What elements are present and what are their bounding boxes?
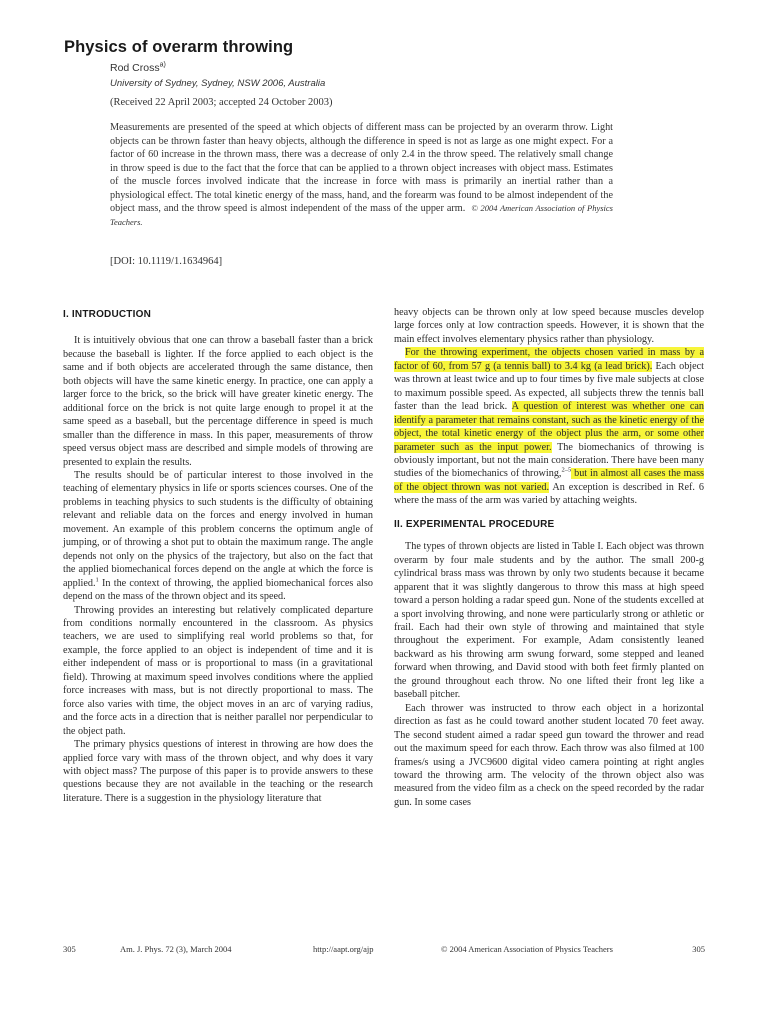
paragraph: Throwing provides an interesting but relatively complicated departure from conditions normally encountered in the classroom. As physics teachers, we are used to simplifying real world problems so that, for example, the force applied to an object is independent of time and it is either independent of mass or is proportional to mass (in a gravitational field). Throwing at maximum speed involves conditions where the applied force increases with mass, but is not directly proportional to mass. The force also varies with time, the object moves in an arc of varying radius, and the force acts in a direction that is neither parallel nor perpendicular to the object path. <box>63 604 373 737</box>
page-footer <box>63 944 705 958</box>
author-name: Rod Cross <box>110 62 160 74</box>
paper-title: Physics of overarm throwing <box>64 38 294 56</box>
paragraph-text: An exception is described in Ref. 6 where the mass of the arm was varied by attaching weights. <box>394 481 704 507</box>
abstract-copyright: © 2004 American Association of Physics Teachers. <box>110 203 613 227</box>
page-number-right: 305 <box>692 944 705 954</box>
section-heading-experimental-procedure: II. EXPERIMENTAL PROCEDURE <box>394 518 555 530</box>
paragraph-text: Each object was thrown at least twice and up to four times by five male subjects at close to maximum possible speed. As expected, all subjects threw the tennis ball faster than the lead brick. <box>394 360 704 413</box>
highlighted-text: but in almost all cases the mass of the object thrown was not varied. <box>394 468 704 493</box>
paragraph <box>394 346 704 507</box>
paragraph-text: The biomechanics of throwing is obviously important, but not the main consideration. There have been many studies of the biomechanics of throwing, <box>394 441 705 480</box>
abstract-text: Measurements are presented of the speed at which objects of different mass can be projected by an overarm throw. Light objects can be thrown faster than heavy objects, although the difference in speed is not as large as one might expect. For a factor of 60 increase in the thrown mass, there was a decrease of only 2.4 in the throw speed. The relatively small change in throw speed is due to the fact that the force that can be applied to a thrown object increases with object mass. Estimates of the muscle forces involved indicate that the increase in force with mass is primarily an inertial rather than a physiological effect. The total kinetic energy of the mass, hand, and the forearm was found to be almost independent of the object mass, and the throw speed is almost independent of the mass of the upper arm. <box>110 122 613 214</box>
left-column <box>63 308 373 805</box>
journal-url-link[interactable]: http://aapt.org/ajp <box>313 944 374 954</box>
journal-citation: Am. J. Phys. 72 (3), March 2004 <box>120 944 232 954</box>
paragraph <box>63 469 373 604</box>
highlighted-text: A question of interest was whether one can identify a parameter that remains constant, such as the kinetic energy of the object, the total kinetic energy of the object plus the arm, or some other parameter such as the input power. <box>394 401 704 453</box>
author-note: a) <box>159 61 166 69</box>
reference-superscript: 1 <box>95 576 99 584</box>
highlighted-text: For the throwing experiment, the objects chosen varied in mass by a factor of 60, from 57 g (a tennis ball) to 3.4 kg (a lead brick). <box>394 347 704 372</box>
page-number-left: 305 <box>63 944 76 954</box>
abstract <box>110 121 613 229</box>
footer-copyright: © 2004 American Association of Physics Teachers <box>441 944 613 954</box>
paragraph: heavy objects can be thrown only at low speed because muscles develop large forces only at low contraction speeds. However, it is shown that the main effect involves elementary physics rather than physiology. <box>394 307 704 345</box>
paragraph: The types of thrown objects are listed in Table I. Each object was thrown overarm by four male students and by the author. The small 200-g cylindrical brass mass was thrown by only two students because it became apparent that it was slightly dangerous to throw this mass at high speed toward a person holding a radar speed gun. None of the students excelled at a sport involving throwing, and none were particularly strong or athletic or frail. Each had their own style of throwing and maintained that style throughout the experiment. For example, Adam consistently leaned backward as his throwing arm swung forward, some stepped and leaned forward when throwing, and David stood with both feet firmly planted on the ground throughout each throw. No one lifted their front leg like a baseball pitcher. <box>394 541 704 701</box>
paragraph: The primary physics questions of interest in throwing are how does the applied force vary with mass of the thrown object, and why does it vary with object mass? The purpose of this paper is to provide answers to these questions because they are not available in the teaching or the research literature. There is a suggestion in the physiology literature that <box>63 739 373 804</box>
paragraph-text: The results should be of particular interest to those involved in the teaching of elementary physics in life or sports sciences courses. One of the problems in teaching physics to such students is the difficulty of obtaining relevant and reliable data on the forces and energy involved in human movement. An example of this problem concerns the optimum angle of jumping, or of throwing a shot put to obtain the maximum range. The angle depends not only on the physics of the trajectory, but also on the fact that the applied biomechanical forces depend on the angle at which the force is applied. <box>63 469 373 589</box>
reference-superscript: 2–5 <box>561 467 572 475</box>
doi: [DOI: 10.1119/1.1634964] <box>110 256 223 267</box>
section-heading-introduction: I. INTRODUCTION <box>63 309 151 320</box>
paragraph: Each thrower was instructed to throw each object in a horizontal direction as fast as he could toward another student located 70 feet away. The second student aimed a radar speed gun toward the thrower and read out the maximum speed for each throw. Each throw was also filmed at 100 frames/s using a JVC9600 digital video camera pointing at right angles toward the throwing arm. The velocity of the thrown object also was measured from the video film as a check on the speed recorded by the radar gun. In some cases <box>394 702 704 808</box>
received-dates: (Received 22 April 2003; accepted 24 October 2003) <box>110 97 333 108</box>
paragraph: It is intuitively obvious that one can throw a baseball faster than a brick because the baseball is lighter. If the force applied to each object is the same and if both objects are accelerated through the same distance, then both objects will have the same kinetic energy. In practice, one can apply a larger force to the brick, so the brick will have greater kinetic energy. The additional force on the brick is not quite large enough to propel it at the same speed as a baseball, but the percentage difference in speed is much smaller than the difference in mass. In this paper, measurements of throw speed versus object mass are described and simple models of throwing are presented to explain the results. <box>63 335 373 468</box>
author-line <box>110 62 166 74</box>
right-column <box>394 306 704 809</box>
paragraph-text: In the context of throwing, the applied biomechanical forces also depend on the mass of the thrown object and its speed. <box>63 577 373 603</box>
affiliation: University of Sydney, Sydney, NSW 2006, Australia <box>110 78 326 89</box>
